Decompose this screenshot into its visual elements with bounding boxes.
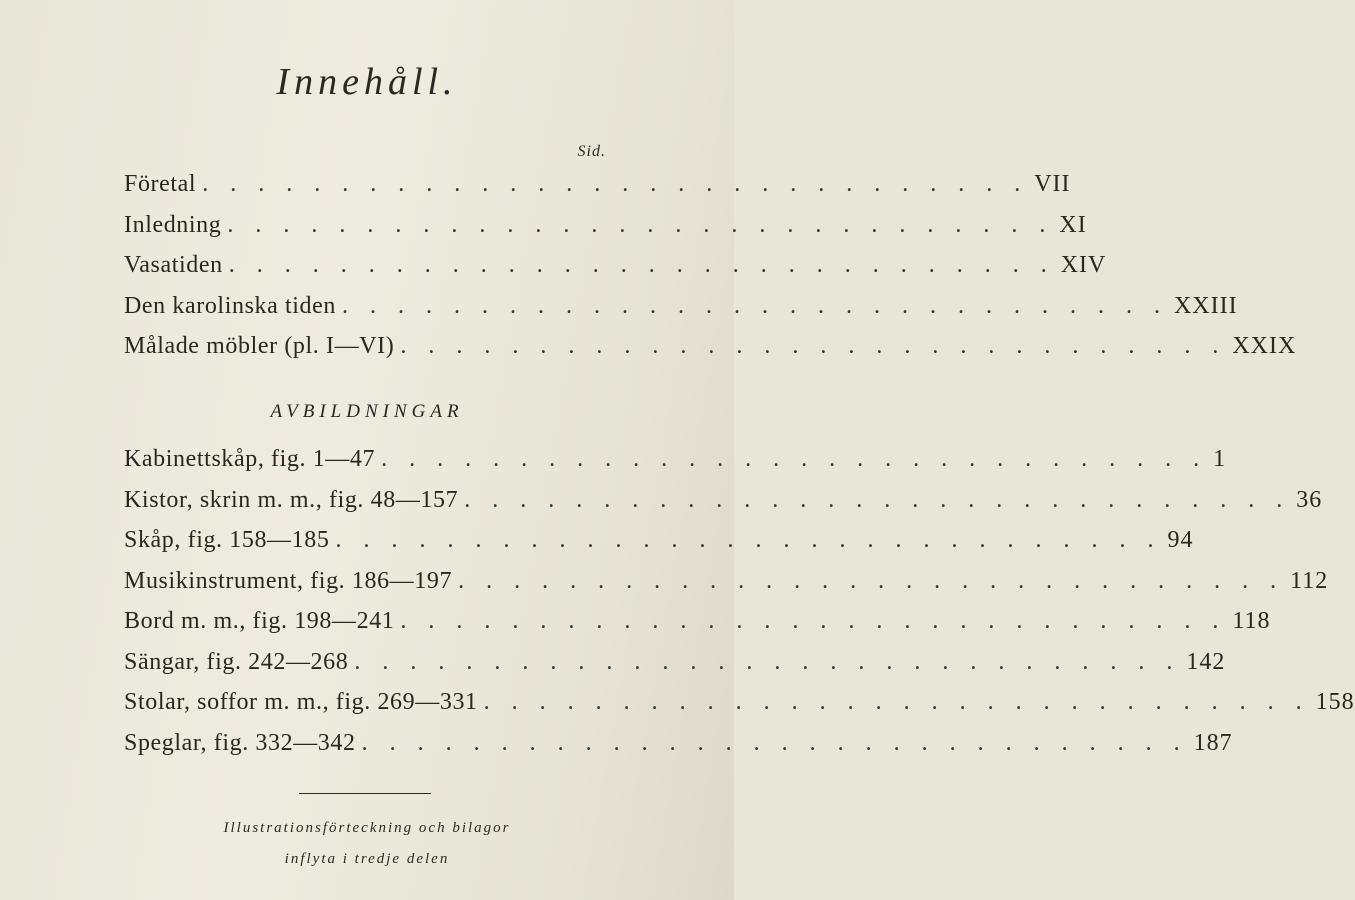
illustration-entry bbox=[124, 608, 1271, 649]
illustration-entry-page: 1 bbox=[1213, 446, 1227, 472]
illustration-entry bbox=[124, 446, 1227, 487]
illustration-entry-page: 142 bbox=[1186, 648, 1226, 675]
page-column-label: Sid. bbox=[577, 143, 606, 160]
dot-leader: . . . . . . . . . . . . . . . . . . . . . . . . . . . . . . bbox=[458, 567, 1285, 594]
illustration-entry bbox=[124, 486, 1323, 528]
page-title: Innehåll. bbox=[276, 61, 458, 103]
illustration-entry-label: Bord m. m., fig. 198—241 bbox=[124, 608, 395, 634]
illustration-entry-page: 36 bbox=[1296, 486, 1323, 513]
dot-leader: . . . . . . . . . . . . . . . . . . . . . . . . . . . . . . bbox=[483, 689, 1310, 715]
footnote-line-1: Illustrationsförteckning och bilagor bbox=[223, 820, 511, 836]
contents-entry bbox=[124, 171, 1071, 212]
dot-leader: . . . . . . . . . . . . . . . . . . . . . . . . . . . . . . bbox=[361, 729, 1188, 756]
illustration-entry-page: 158 bbox=[1315, 689, 1355, 715]
contents-entry-page: XI bbox=[1059, 211, 1087, 238]
illustration-entry-page: 112 bbox=[1290, 567, 1329, 594]
illustrations-heading: AVBILDNINGAR bbox=[270, 401, 464, 422]
dot-leader: . . . . . . . . . . . . . . . . . . . . . . . . . . . . . . bbox=[381, 446, 1208, 472]
illustration-entry-label: Kabinettskåp, fig. 1—47 bbox=[124, 446, 376, 472]
illustration-entry-label: Speglar, fig. 332—342 bbox=[124, 729, 356, 756]
contents-entry-label: Målade möbler (pl. I—VI) bbox=[124, 333, 395, 359]
dot-leader: . . . . . . . . . . . . . . . . . . . . . . . . . . . . . . bbox=[341, 292, 1168, 319]
contents-entry bbox=[124, 252, 1107, 293]
illustration-entry-label: Stolar, soffor m. m., fig. 269—331 bbox=[124, 689, 478, 715]
illustration-entry-page: 94 bbox=[1167, 527, 1194, 553]
contents-list bbox=[124, 171, 1297, 374]
contents-entry bbox=[124, 211, 1087, 253]
dot-leader: . . . . . . . . . . . . . . . . . . . . . . . . . . . . . . bbox=[400, 333, 1227, 359]
dot-leader: . . . . . . . . . . . . . . . . . . . . . . . . . . . . . . bbox=[464, 486, 1291, 513]
contents-entry-label: Vasatiden bbox=[124, 252, 223, 278]
illustration-entry bbox=[124, 729, 1233, 771]
illustration-entry-label: Musikinstrument, fig. 186—197 bbox=[124, 567, 453, 594]
contents-entry bbox=[124, 333, 1297, 374]
illustration-entry-label: Skåp, fig. 158—185 bbox=[124, 527, 330, 553]
illustration-entry bbox=[124, 567, 1329, 609]
illustration-entry-page: 118 bbox=[1232, 608, 1271, 634]
footnote-line-2: inflyta i tredje delen bbox=[284, 851, 450, 867]
section-divider bbox=[299, 793, 431, 794]
illustration-entry-page: 187 bbox=[1193, 729, 1233, 756]
dot-leader: . . . . . . . . . . . . . . . . . . . . . . . . . . . . . . bbox=[227, 211, 1054, 238]
illustration-entry bbox=[124, 527, 1194, 568]
contents-entry-page: XXIII bbox=[1173, 292, 1238, 319]
contents-entry-label: Inledning bbox=[124, 211, 222, 238]
contents-entry-label: Företal bbox=[124, 171, 197, 197]
illustration-entry bbox=[124, 689, 1355, 730]
illustration-entry-label: Sängar, fig. 242—268 bbox=[124, 648, 349, 675]
contents-entry-page: XXIX bbox=[1232, 333, 1297, 359]
illustration-entry bbox=[124, 648, 1226, 690]
dot-leader: . . . . . . . . . . . . . . . . . . . . . . . . . . . . . . bbox=[400, 608, 1227, 634]
dot-leader: . . . . . . . . . . . . . . . . . . . . . . . . . . . . . . bbox=[202, 171, 1029, 197]
contents-entry-page: XIV bbox=[1060, 252, 1107, 278]
contents-entry-label: Den karolinska tiden bbox=[124, 292, 336, 319]
illustrations-list bbox=[124, 446, 1355, 770]
illustration-entry-label: Kistor, skrin m. m., fig. 48—157 bbox=[124, 486, 459, 513]
dot-leader: . . . . . . . . . . . . . . . . . . . . . . . . . . . . . . bbox=[335, 527, 1162, 553]
contents-entry-page: VII bbox=[1034, 171, 1071, 197]
dot-leader: . . . . . . . . . . . . . . . . . . . . . . . . . . . . . . bbox=[228, 252, 1055, 278]
contents-entry bbox=[124, 292, 1238, 334]
dot-leader: . . . . . . . . . . . . . . . . . . . . . . . . . . . . . . bbox=[354, 648, 1181, 675]
